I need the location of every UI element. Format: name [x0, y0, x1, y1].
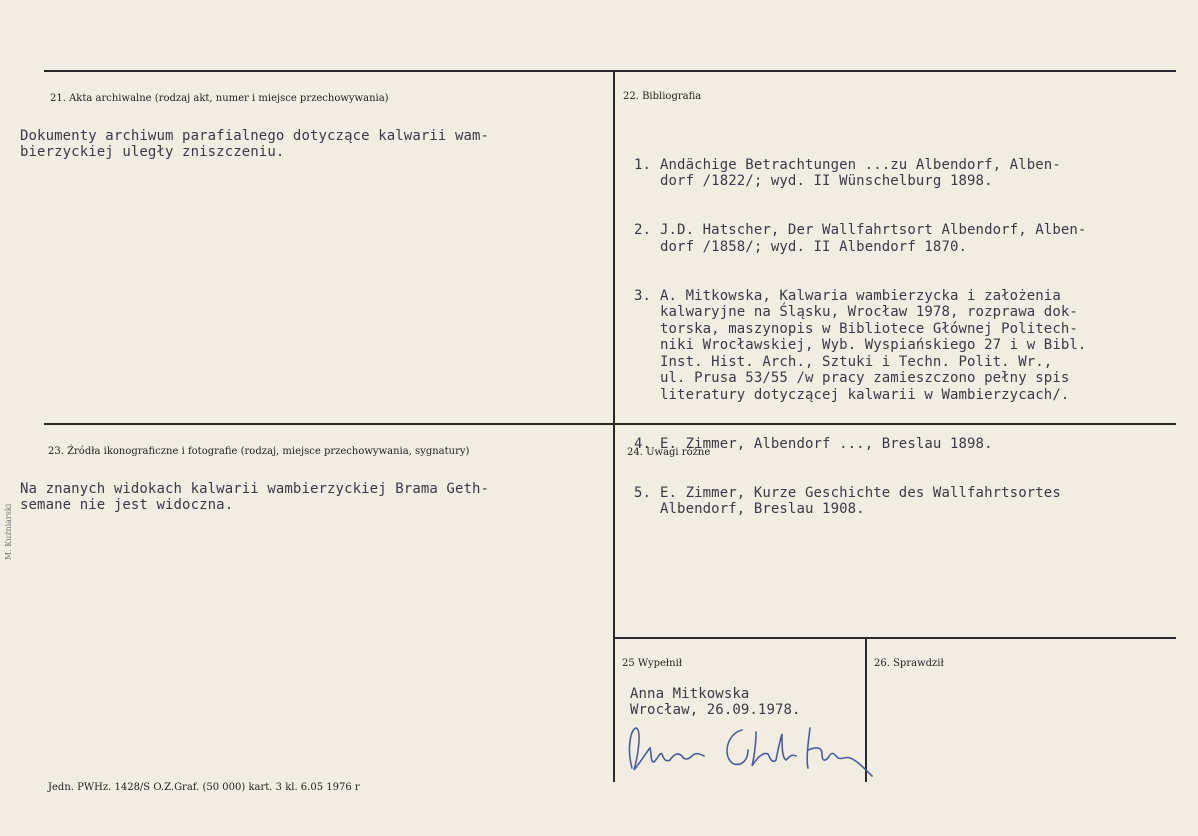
bibliography-item	[634, 288, 1086, 403]
section-24-label: 24. Uwagi różne	[627, 447, 711, 458]
bibliography-item-text: A. Mitkowska, Kalwaria wambierzycka i założenia kalwaryjne na Śląsku, Wrocław 1978, rozprawa dok- torska, maszynopis w Bibliotece Głównej Politech- niki Wrocławskiej, Wyb. Wyspiańskiego 27 i w Bibl. Inst. Hist. Arch., Sztuki i Techn. Polit. Wr., ul. Prusa 53/55 /w pracy zamieszczono pełny spis literatury dotyczącej kalwarii w Wambierzycach/.	[660, 288, 1087, 403]
margin-note: M. Kuźniarski	[4, 503, 13, 560]
section-23-text: Na znanych widokach kalwarii wambierzyckiej Brama Geth- semane nie jest widoczna.	[20, 481, 490, 514]
bibliography-list	[634, 124, 1086, 551]
section-25-label: 25 Wypełnił	[622, 658, 683, 669]
print-footer: Jedn. PWHz. 1428/S O.Z.Graf. (50 000) kart. 3 kl. 6.05 1976 r	[48, 782, 360, 793]
signature-box-top-line	[615, 637, 1176, 639]
bibliography-item-text: J.D. Hatscher, Der Wallfahrtsort Albendorf, Alben- dorf /1858/; wyd. II Albendorf 1870.	[660, 222, 1087, 255]
signature	[622, 720, 882, 780]
top-border-line	[44, 70, 1176, 72]
section-22-label: 22. Bibliografia	[623, 91, 702, 102]
bibliography-item-text: E. Zimmer, Albendorf ..., Breslau 1898.	[660, 435, 993, 452]
bibliography-item	[634, 485, 1086, 518]
section-21-text: Dokumenty archiwum parafialnego dotyczące kalwarii wam- bierzyckiej uległy zniszczeniu.	[20, 128, 490, 161]
bibliography-item-text: Andächige Betrachtungen ...zu Albendorf, Alben- dorf /1822/; wyd. II Wünschelburg 1898.	[660, 156, 1061, 190]
bibliography-item	[634, 157, 1086, 190]
section-26-label: 26. Sprawdził	[874, 658, 944, 669]
center-divider-line	[613, 70, 615, 782]
bibliography-item-number: 3.	[634, 288, 652, 305]
bibliography-item-number: 5.	[634, 484, 652, 501]
bibliography-item-text: E. Zimmer, Kurze Geschichte des Wallfahrtsortes Albendorf, Breslau 1908.	[660, 484, 1061, 518]
filler-place-date: Wrocław, 26.09.1978.	[630, 702, 801, 718]
bibliography-item-number: 4.	[634, 435, 652, 452]
bibliography-item	[634, 222, 1086, 255]
filler-name: Anna Mitkowska	[630, 686, 750, 702]
bibliography-item-number: 2.	[634, 222, 652, 239]
section-21-label: 21. Akta archiwalne (rodzaj akt, numer i miejsce przechowywania)	[50, 93, 389, 104]
section-23-label: 23. Źródła ikonograficzne i fotografie (rodzaj, miejsce przechowywania, sygnatury)	[48, 446, 470, 457]
bibliography-item-number: 1.	[634, 156, 652, 173]
